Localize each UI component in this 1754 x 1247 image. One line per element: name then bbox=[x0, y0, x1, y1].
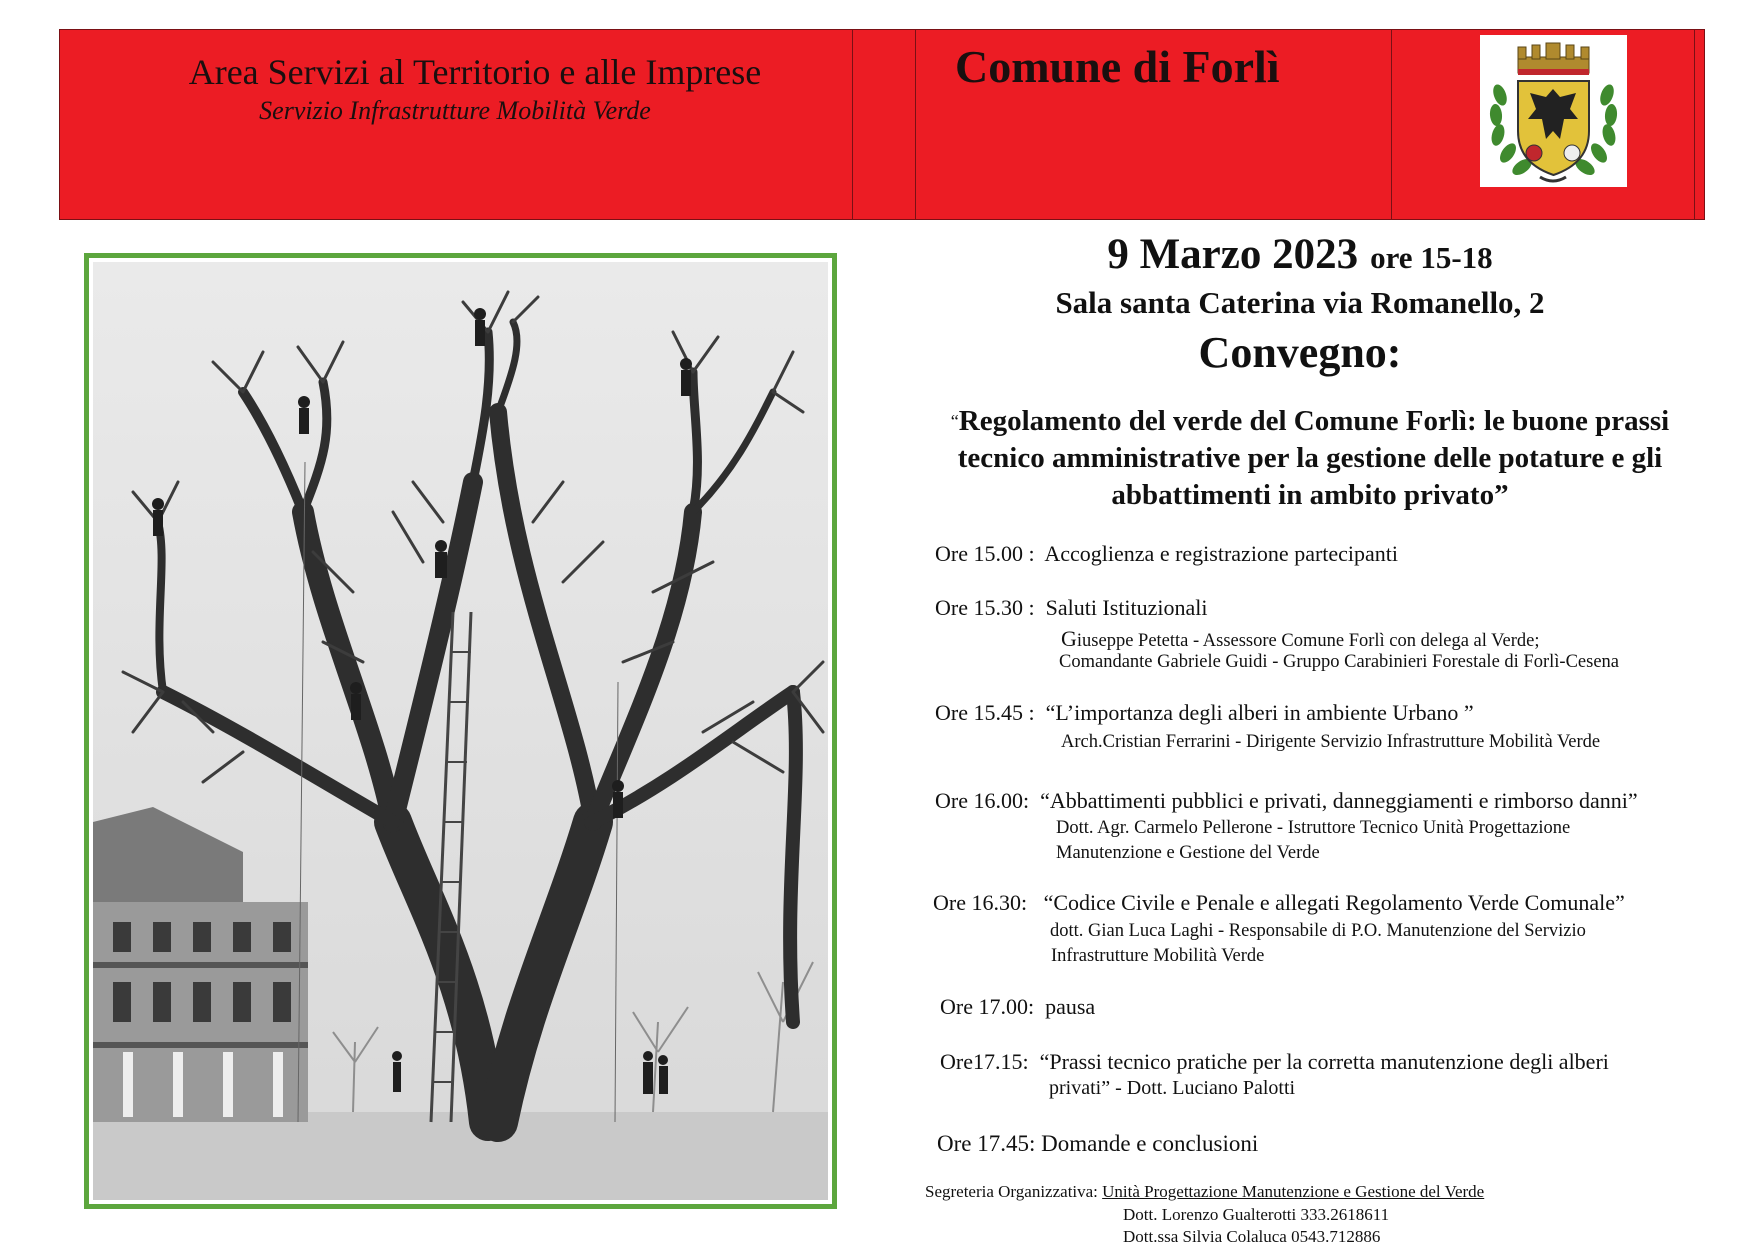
program-detail: Manutenzione e Gestione del Verde bbox=[1056, 843, 1320, 863]
program-text: Saluti Istituzionali bbox=[1045, 595, 1208, 620]
title-text: Regolamento del verde del Comune Forlì: le buone prassi tecnico amministrative per la gestione delle potature e gli abbattimenti in ambito privato” bbox=[957, 405, 1670, 511]
footer-label: Segreteria Organizzativa: bbox=[925, 1182, 1098, 1201]
program-detail: privati” - Dott. Luciano Palotti bbox=[1049, 1077, 1296, 1099]
program-time: Ore17.15: bbox=[940, 1049, 1029, 1074]
program-item bbox=[935, 595, 1208, 621]
header-divider bbox=[1391, 30, 1392, 219]
program-text: “Abbattimenti pubblici e privati, danneggiamenti e rimborso danni” bbox=[1040, 788, 1638, 813]
header-divider bbox=[915, 30, 916, 219]
program-detail: Infrastrutture Mobilità Verde bbox=[1051, 946, 1265, 966]
program-detail: dott. Gian Luca Laghi - Responsabile di P.O. Manutenzione del Servizio bbox=[1050, 921, 1586, 941]
footer-unit: Unità Progettazione Manutenzione e Gestione del Verde bbox=[1102, 1182, 1485, 1201]
event-date: 9 Marzo 2023 bbox=[1107, 231, 1359, 278]
program-time: Ore 17.45: bbox=[937, 1131, 1036, 1156]
program-text: pausa bbox=[1045, 994, 1096, 1019]
event-title bbox=[935, 403, 1685, 514]
footer-secretariat bbox=[925, 1182, 1484, 1202]
program-item bbox=[935, 700, 1474, 726]
program-time: Ore 15.00 : bbox=[935, 541, 1035, 566]
program-detail: Arch.Cristian Ferrarini - Dirigente Servizio Infrastrutture Mobilità Verde bbox=[1061, 732, 1601, 752]
event-time: ore 15-18 bbox=[1370, 240, 1493, 275]
event-heading: Convegno: bbox=[1198, 328, 1402, 377]
program-text: Domande e conclusioni bbox=[1041, 1131, 1259, 1156]
detail-initial: G bbox=[1061, 626, 1077, 651]
coat-of-arms-icon bbox=[1480, 35, 1627, 187]
program-detail bbox=[1061, 626, 1539, 652]
program-detail: Dott. Agr. Carmelo Pellerone - Istruttore Tecnico Unità Progettazione bbox=[1056, 818, 1571, 838]
program-time: Ore 15.30 : bbox=[935, 595, 1035, 620]
program-time: Ore 16.30: bbox=[933, 890, 1028, 915]
area-title: Area Servizi al Territorio e alle Imprese bbox=[188, 52, 762, 92]
program-time: Ore 15.45 : bbox=[935, 700, 1035, 725]
footer-contact: Dott.ssa Silvia Colaluca 0543.712886 bbox=[1123, 1227, 1381, 1246]
program-text: “Prassi tecnico pratiche per la corretta manutenzione degli alberi bbox=[1039, 1049, 1609, 1074]
event-venue: Sala santa Caterina via Romanello, 2 bbox=[1055, 285, 1545, 320]
program-item bbox=[935, 541, 1398, 567]
photo-frame bbox=[84, 253, 837, 1209]
program-text: Accoglienza e registrazione partecipanti bbox=[1044, 541, 1399, 566]
program-item bbox=[940, 994, 1095, 1020]
title-open-quote: “ bbox=[950, 411, 959, 431]
header-banner bbox=[59, 29, 1705, 220]
comune-title: Comune di Forlì bbox=[955, 41, 1280, 92]
program-item bbox=[933, 890, 1625, 916]
tree-climbers-photo bbox=[93, 262, 828, 1200]
program-text: “Codice Civile e Penale e allegati Regolamento Verde Comunale” bbox=[1043, 890, 1625, 915]
detail-text: iuseppe Petetta - Assessore Comune Forlì con delega al Verde; bbox=[1076, 631, 1540, 651]
footer-contact: Dott. Lorenzo Gualterotti 333.2618611 bbox=[1123, 1205, 1390, 1224]
date-line bbox=[905, 230, 1695, 279]
header-divider bbox=[1694, 30, 1695, 219]
program-item bbox=[935, 788, 1638, 814]
program-detail: Comandante Gabriele Guidi - Gruppo Carabinieri Forestale di Forlì-Cesena bbox=[1059, 652, 1619, 672]
servizio-subtitle: Servizio Infrastrutture Mobilità Verde bbox=[259, 96, 651, 125]
program-time: Ore 16.00: bbox=[935, 788, 1030, 813]
program-text: “L’importanza degli alberi in ambiente Urbano ” bbox=[1045, 700, 1474, 725]
program-time: Ore 17.00: bbox=[940, 994, 1035, 1019]
program-item bbox=[937, 1131, 1258, 1157]
program-item bbox=[940, 1049, 1609, 1075]
